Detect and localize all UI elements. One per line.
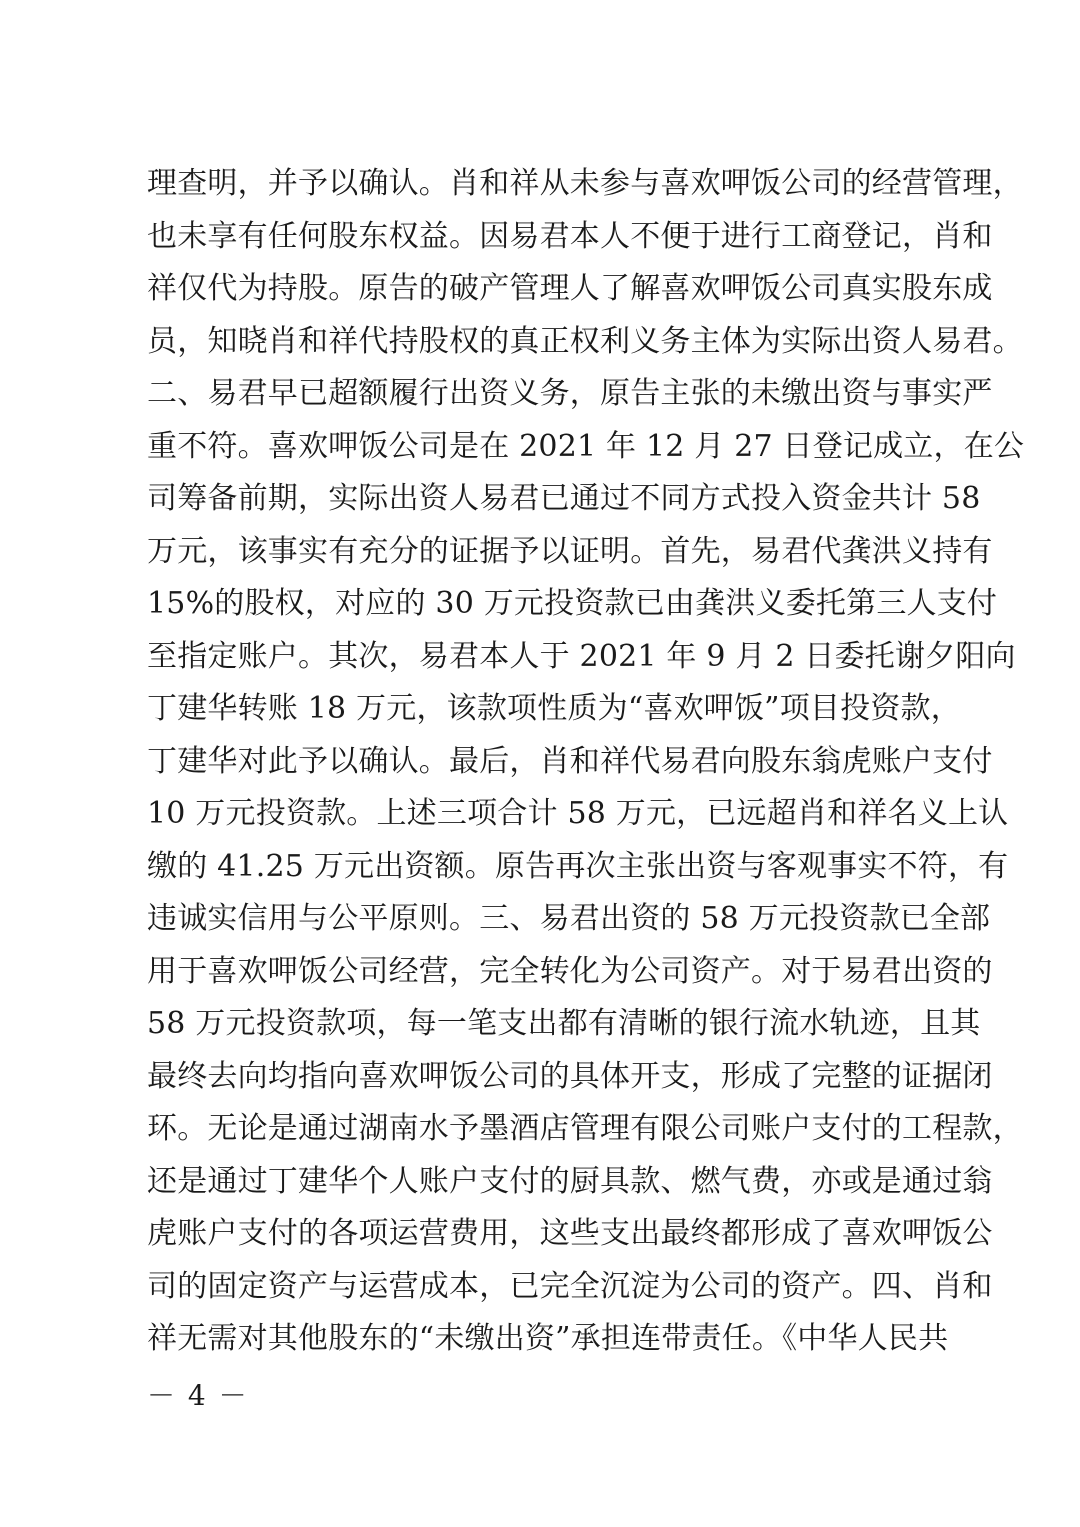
text-line: 58 万元投资款项，每一笔支出都有清晰的银行流水轨迹，且其 (147, 1006, 981, 1041)
text-line: 丁建华对此予以确认。最后，肖和祥代易君向股东翁虎账户支付 (147, 743, 993, 779)
text-line: 万元，该事实有充分的证据予以证明。首先，易君代龚洪义持有 (147, 533, 993, 569)
text-line: 祥仅代为持股。原告的破产管理人了解喜欢呷饭公司真实股东成 (147, 271, 993, 306)
text-line: 15%的股权，对应的 30 万元投资款已由龚洪义委托第三人支付 (147, 586, 998, 621)
text-line: 重不符。喜欢呷饭公司是在 2021 年 12 月 27 日登记成立，在公 (147, 428, 1025, 464)
text-line: 最终去向均指向喜欢呷饭公司的具体开支，形成了完整的证据闭 (147, 1058, 993, 1094)
page-number: － 4 － (147, 1379, 249, 1412)
text-line: 员，知晓肖和祥代持股权的真正权利义务主体为实际出资人易君。 (147, 323, 1023, 359)
text-line: 司的固定资产与运营成本，已完全沉淀为公司的资产。四、肖和 (147, 1268, 993, 1304)
text-line: 祥无需对其他股东的“未缴出资”承担连带责任。《中华人民共 (147, 1321, 949, 1356)
text-line: 至指定账户。其次，易君本人于 2021 年 9 月 2 日委托谢夕阳向 (147, 638, 1016, 674)
text-line: 虎账户支付的各项运营费用，这些支出最终都形成了喜欢呷饭公 (147, 1216, 993, 1251)
text-line: 用于喜欢呷饭公司经营，完全转化为公司资产。对于易君出资的 (147, 953, 993, 989)
text-line: 二、易君早已超额履行出资义务，原告主张的未缴出资与事实严 (147, 376, 993, 411)
text-line: 司筹备前期，实际出资人易君已通过不同方式投入资金共计 58 (147, 481, 981, 516)
body-text (147, 158, 1025, 1366)
text-line: 违诚实信用与公平原则。三、易君出资的 58 万元投资款已全部 (147, 901, 991, 936)
text-line: 10 万元投资款。上述三项合计 58 万元，已远超肖和祥名义上认 (147, 796, 1009, 831)
text-line: 缴的 41.25 万元出资额。原告再次主张出资与客观事实不符，有 (147, 848, 1009, 884)
text-line: 还是通过丁建华个人账户支付的厨具款、燃气费，亦或是通过翁 (147, 1163, 993, 1199)
text-line: 理查明，并予以确认。肖和祥从未参与喜欢呷饭公司的经营管理， (147, 166, 1023, 201)
text-line: 环。无论是通过湖南水予墨酒店管理有限公司账户支付的工程款， (147, 1111, 1023, 1146)
text-line: 也未享有任何股东权益。因易君本人不便于进行工商登记，肖和 (147, 218, 993, 254)
text-line: 丁建华转账 18 万元，该款项性质为“喜欢呷饭”项目投资款， (147, 691, 961, 726)
